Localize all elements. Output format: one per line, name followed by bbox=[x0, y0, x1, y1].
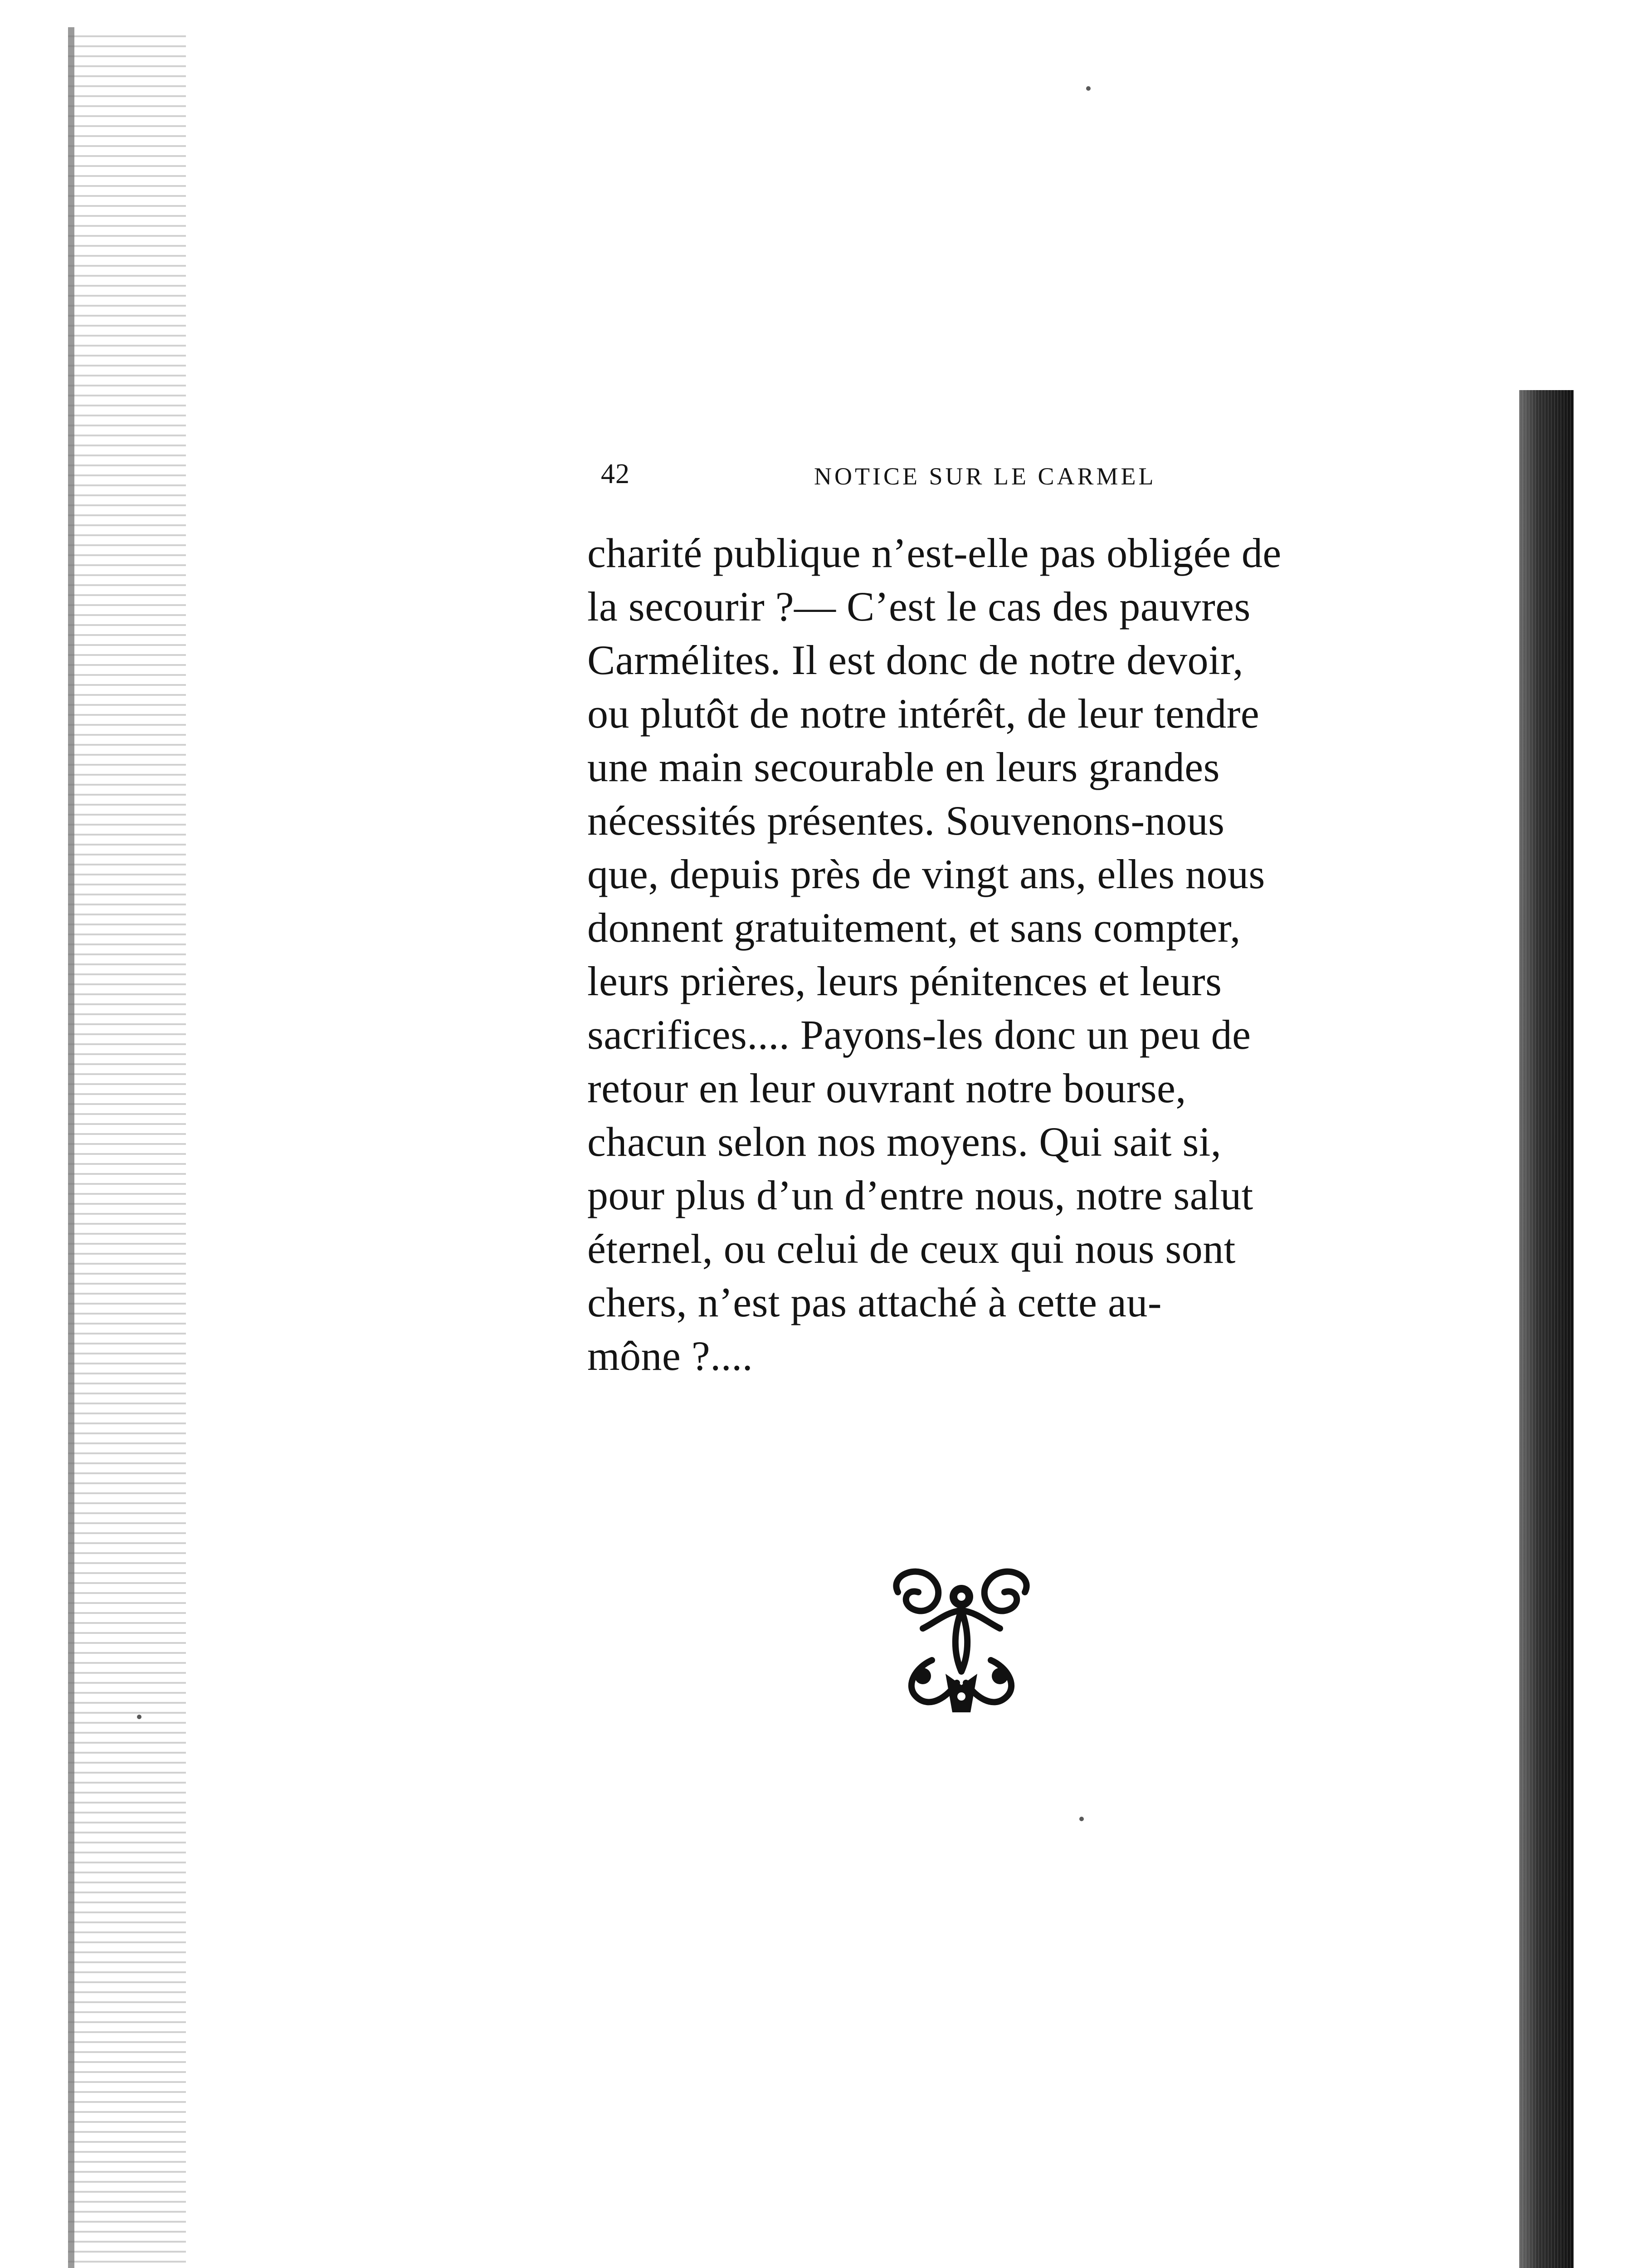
running-head bbox=[601, 454, 1222, 494]
text-line: retour en leur ouvrant notre bourse, bbox=[587, 1065, 1186, 1111]
text-line: ou plutôt de notre intérêt, de leur tendre bbox=[587, 690, 1260, 737]
ink-speck bbox=[1086, 86, 1091, 91]
text-line: éternel, ou celui de ceux qui nous sont bbox=[587, 1226, 1236, 1272]
text-line: donnent gratuitement, et sans compter, bbox=[587, 904, 1241, 951]
text-line: chacun selon nos moyens. Qui sait si, bbox=[587, 1119, 1222, 1165]
text-line: chers, n’est pas attaché à cette au- bbox=[587, 1279, 1162, 1325]
text-line: une main secourable en leurs grandes bbox=[587, 744, 1220, 790]
text-line: mône ?.... bbox=[587, 1333, 753, 1379]
text-line: sacrifices.... Payons-les donc un peu de bbox=[587, 1012, 1251, 1058]
text-line: Carmélites. Il est donc de notre devoir, bbox=[587, 637, 1243, 683]
decorative-vignette-icon bbox=[880, 1560, 1043, 1728]
text-line: charité publique n’est-elle pas obligée de bbox=[587, 530, 1282, 576]
ink-speck bbox=[137, 1715, 141, 1719]
running-title: NOTICE SUR LE CARMEL bbox=[814, 463, 1156, 490]
text-line: pour plus d’un d’entre nous, notre salut bbox=[587, 1172, 1253, 1218]
text-line: leurs prières, leurs pénitences et leurs bbox=[587, 958, 1222, 1004]
body-text bbox=[587, 526, 1358, 1383]
left-scan-shadow bbox=[68, 27, 186, 2268]
ink-speck bbox=[1079, 1817, 1084, 1821]
text-line: que, depuis près de vingt ans, elles nous bbox=[587, 851, 1265, 897]
text-line: nécessités présentes. Souvenons-nous bbox=[587, 797, 1225, 844]
right-scan-edge bbox=[1519, 390, 1574, 2268]
page-number: 42 bbox=[601, 459, 630, 489]
text-line: la secourir ?— C’est le cas des pauvres bbox=[587, 583, 1251, 630]
